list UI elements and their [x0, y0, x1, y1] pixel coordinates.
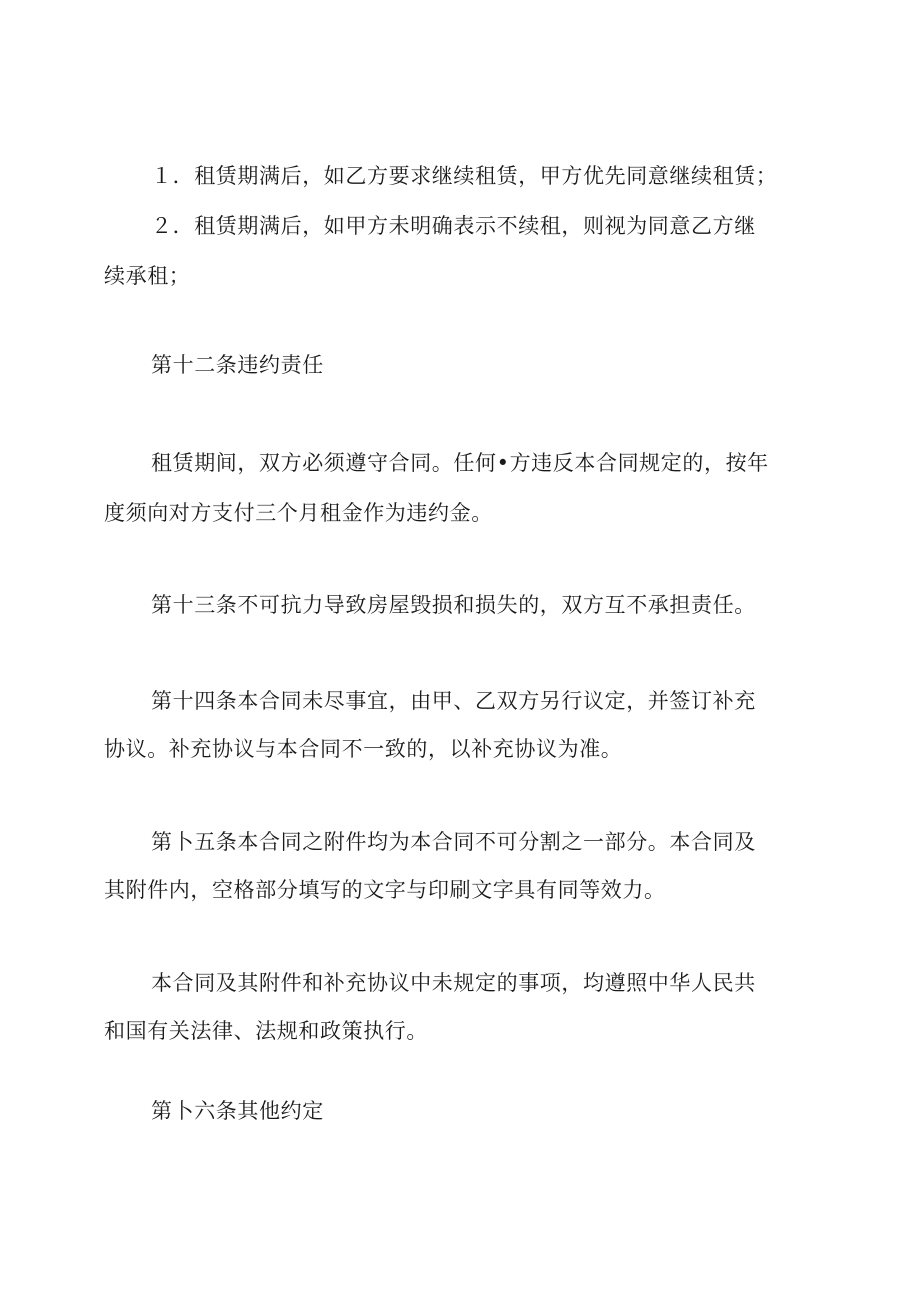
- article-15-body-line-2: 和国有关法律、法规和政策执行。: [104, 1019, 428, 1043]
- renewal-item-2-line-2: 续承租；: [104, 264, 191, 288]
- article-12-heading: 第十二条违约责任: [151, 353, 324, 377]
- article-12-body-line-2: 度须向对方支付三个月租金作为违约金。: [104, 501, 493, 525]
- article-15-line-2: 其附件内，空格部分填写的文字与印刷文字具有同等效力。: [104, 878, 666, 902]
- article-14-line-2: 协议。补充协议与本合同不一致的，以补充协议为准。: [104, 737, 623, 761]
- article-13-line-1: 第十三条不可抗力导致房屋毁损和损失的，双方互不承担责任。: [151, 593, 756, 617]
- article-14-line-1: 第十四条本合同未尽事宜，由甲、乙双方另行议定，并签订补充: [151, 689, 756, 713]
- renewal-item-1-line-1: １．租赁期满后，如乙方要求继续租赁，甲方优先同意继续租赁；: [151, 164, 778, 188]
- article-16-heading: 第卜六条其他约定: [151, 1099, 324, 1123]
- article-15-line-1: 第卜五条本合同之附件均为本合同不可分割之一部分。本合同及: [151, 830, 756, 854]
- article-12-body-line-1: 租赁期间，双方必须遵守合同。任何•方违反本合同规定的，按年: [151, 451, 769, 475]
- article-15-body-line-1: 本合同及其附件和补充协议中未规定的事项，均遵照中华人民共: [151, 971, 756, 995]
- renewal-item-2-line-1: ２．租赁期满后，如甲方未明确表示不续租，则视为同意乙方继: [151, 214, 756, 238]
